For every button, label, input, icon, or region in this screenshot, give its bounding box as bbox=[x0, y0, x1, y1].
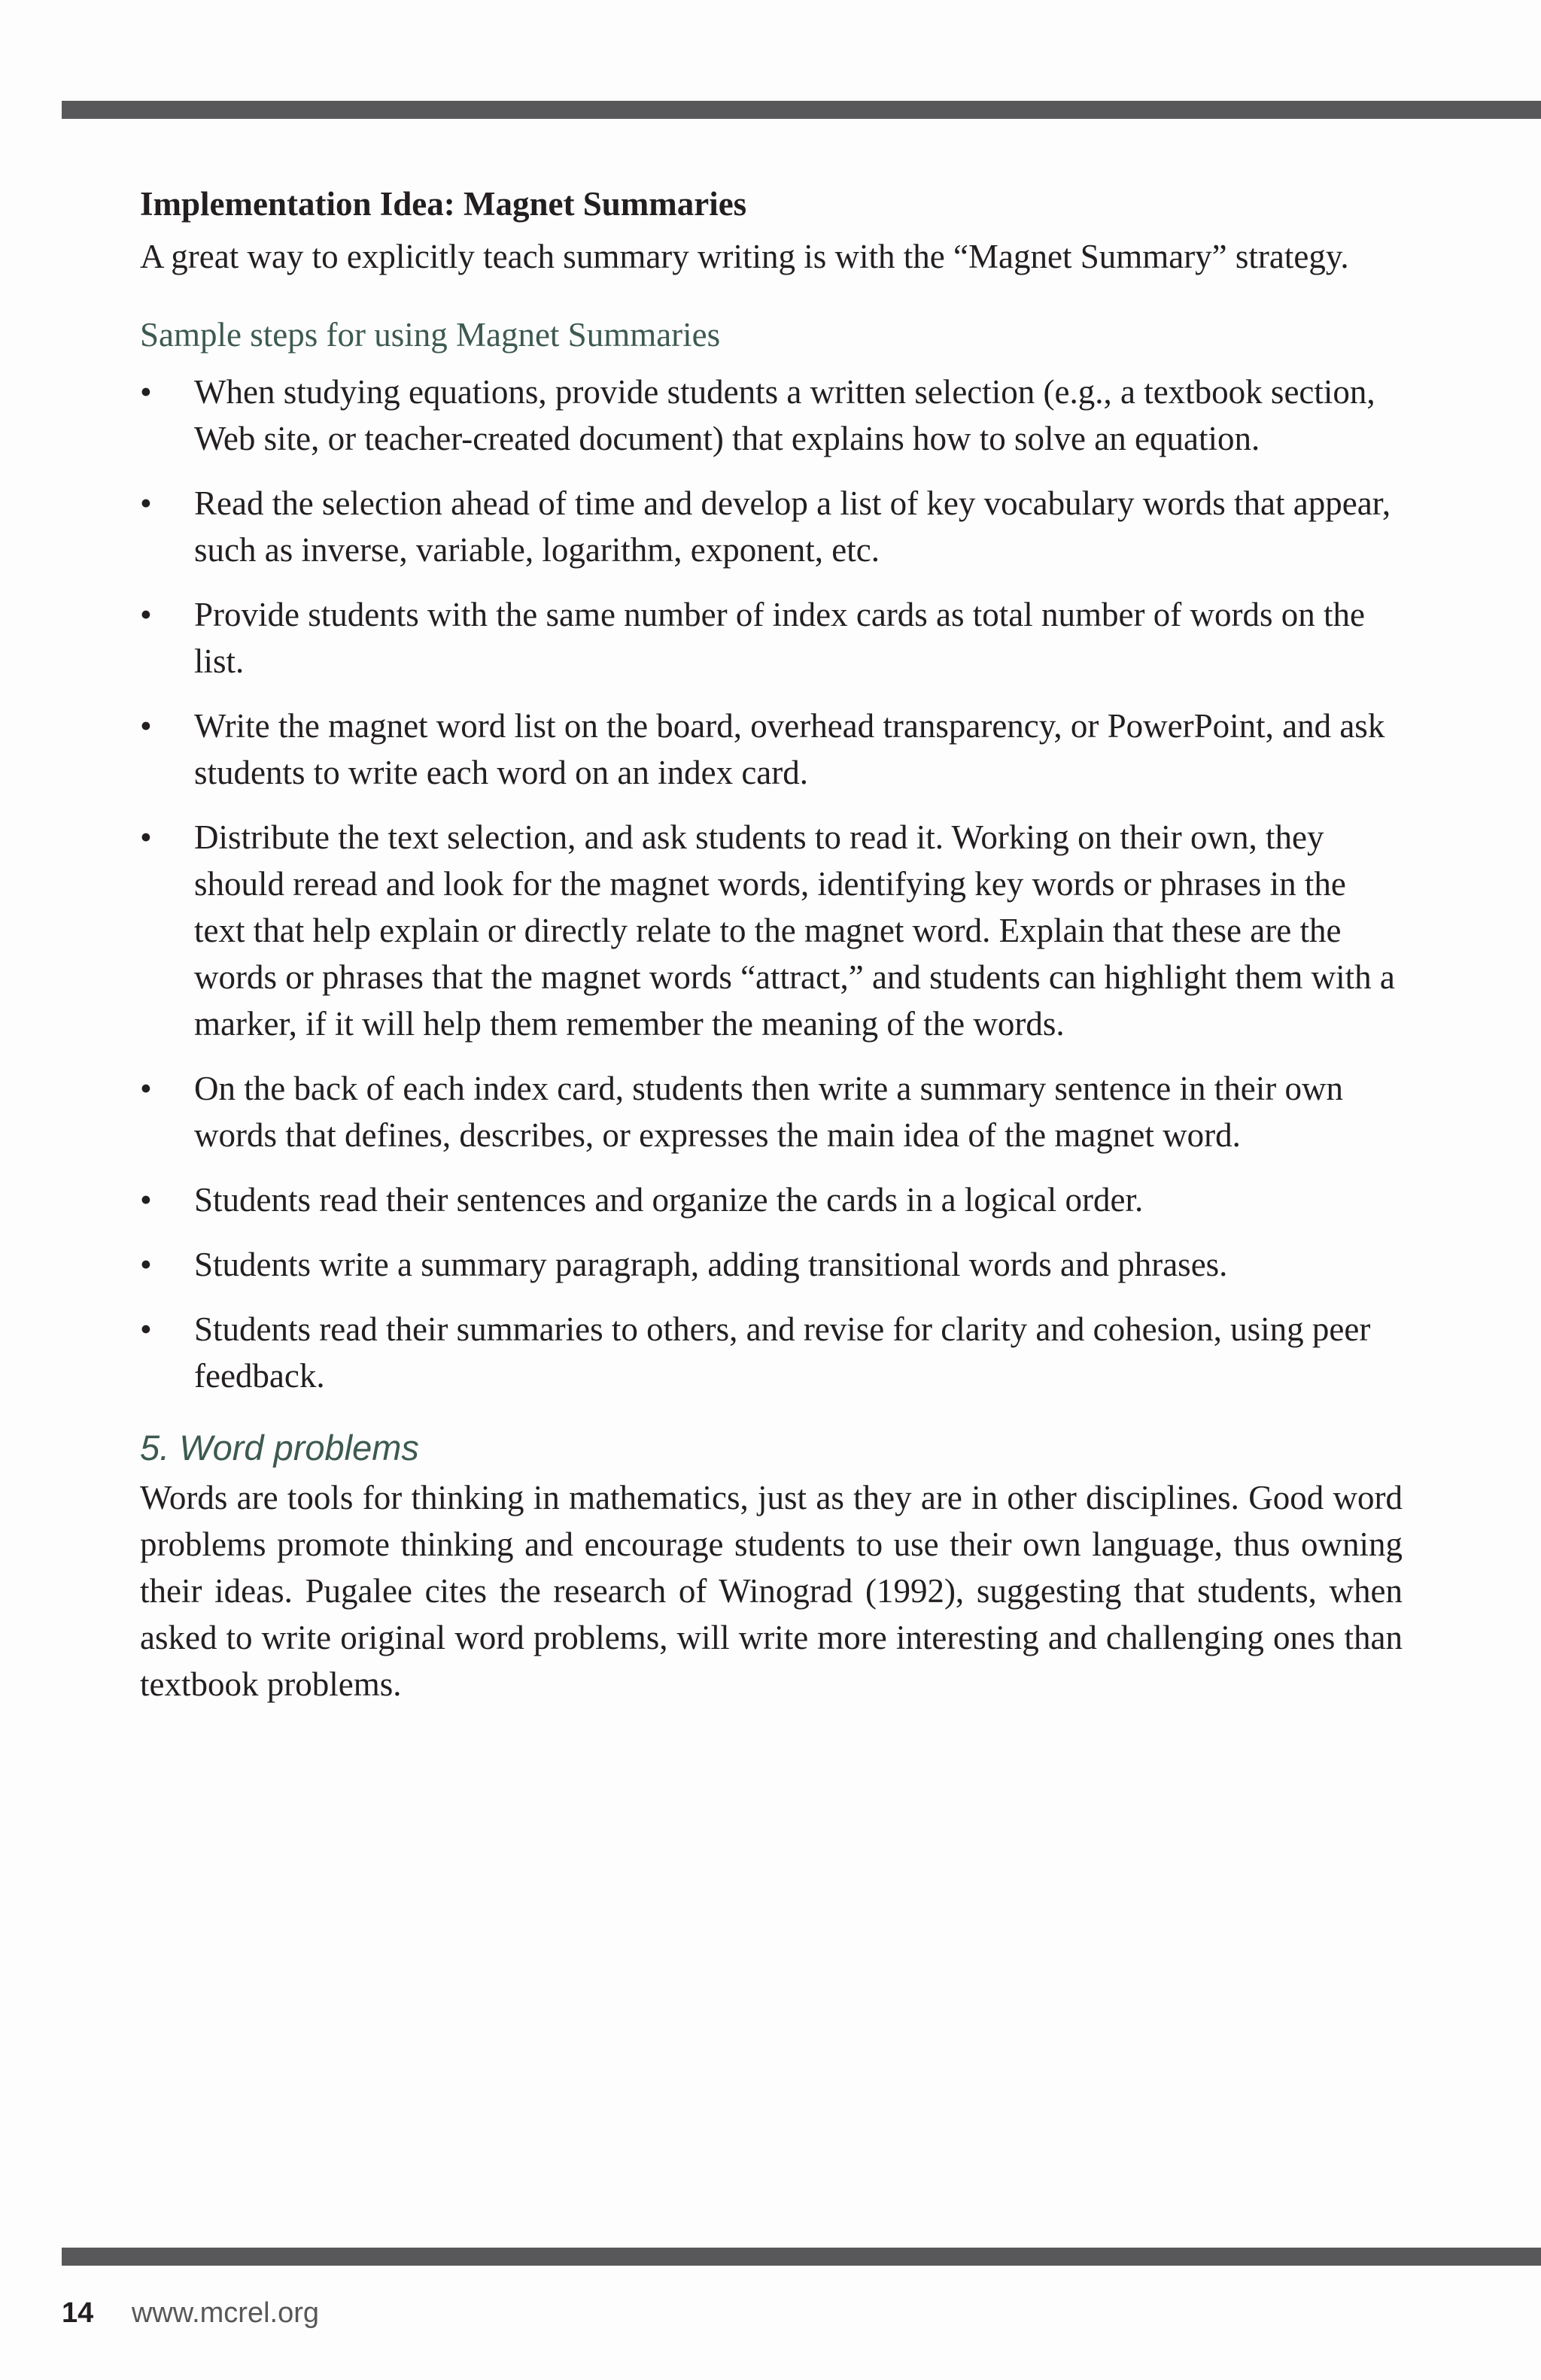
list-item: • On the back of each index card, students then write a summary sentence in their own words that defines, describes, or expresses the main idea of the magnet word. bbox=[140, 1065, 1403, 1158]
page-number: 14 bbox=[62, 2297, 94, 2329]
list-item: • Students read their sentences and organize the cards in a logical order. bbox=[140, 1176, 1403, 1223]
page-footer bbox=[62, 2297, 319, 2330]
top-rule bbox=[62, 101, 1541, 119]
list-item: • Students read their summaries to others, and revise for clarity and cohesion, using peer feedback. bbox=[140, 1306, 1403, 1399]
bottom-rule bbox=[62, 2248, 1541, 2266]
section-title: 5. Word problems bbox=[140, 1428, 419, 1468]
list-item: • Write the magnet word list on the board, overhead transparency, or PowerPoint, and ask students to write each word on an index card. bbox=[140, 703, 1403, 796]
steps-heading: Sample steps for using Magnet Summaries bbox=[140, 316, 721, 354]
steps-list bbox=[140, 369, 1403, 1399]
list-item: • When studying equations, provide students a written selection (e.g., a textbook section, Web site, or teacher-created document) that explains how to solve an equation. bbox=[140, 369, 1403, 462]
list-item: • Read the selection ahead of time and develop a list of key vocabulary words that appear, such as inverse, variable, logarithm, exponent, etc. bbox=[140, 480, 1403, 573]
website-link[interactable]: www.mcrel.org bbox=[131, 2297, 319, 2329]
page-content bbox=[140, 181, 1403, 1708]
implementation-title: Implementation Idea: Magnet Summaries bbox=[140, 185, 747, 223]
section-paragraph: Words are tools for thinking in mathematics, just as they are in other disciplines. Good word problems promote thinking and encourage students to use their own language, thus owning their ideas. Pugalee cites the research of Winograd (1992), suggesting that students, when asked to write original word problems, will write more interesting and challenging ones than textbook problems. bbox=[140, 1479, 1403, 1703]
intro-paragraph: A great way to explicitly teach summary writing is with the “Magnet Summary” strategy. bbox=[140, 238, 1349, 275]
list-item: • Distribute the text selection, and ask students to read it. Working on their own, they should reread and look for the magnet words, identifying key words or phrases in the text that help explain or directly relate to the magnet word. Explain that these are the words or phrases that the magnet words “attract,” and students can highlight them with a marker, if it will help them remember the meaning of the words. bbox=[140, 814, 1403, 1047]
list-item: • Students write a summary paragraph, adding transitional words and phrases. bbox=[140, 1241, 1403, 1288]
list-item: • Provide students with the same number of index cards as total number of words on the list. bbox=[140, 591, 1403, 685]
